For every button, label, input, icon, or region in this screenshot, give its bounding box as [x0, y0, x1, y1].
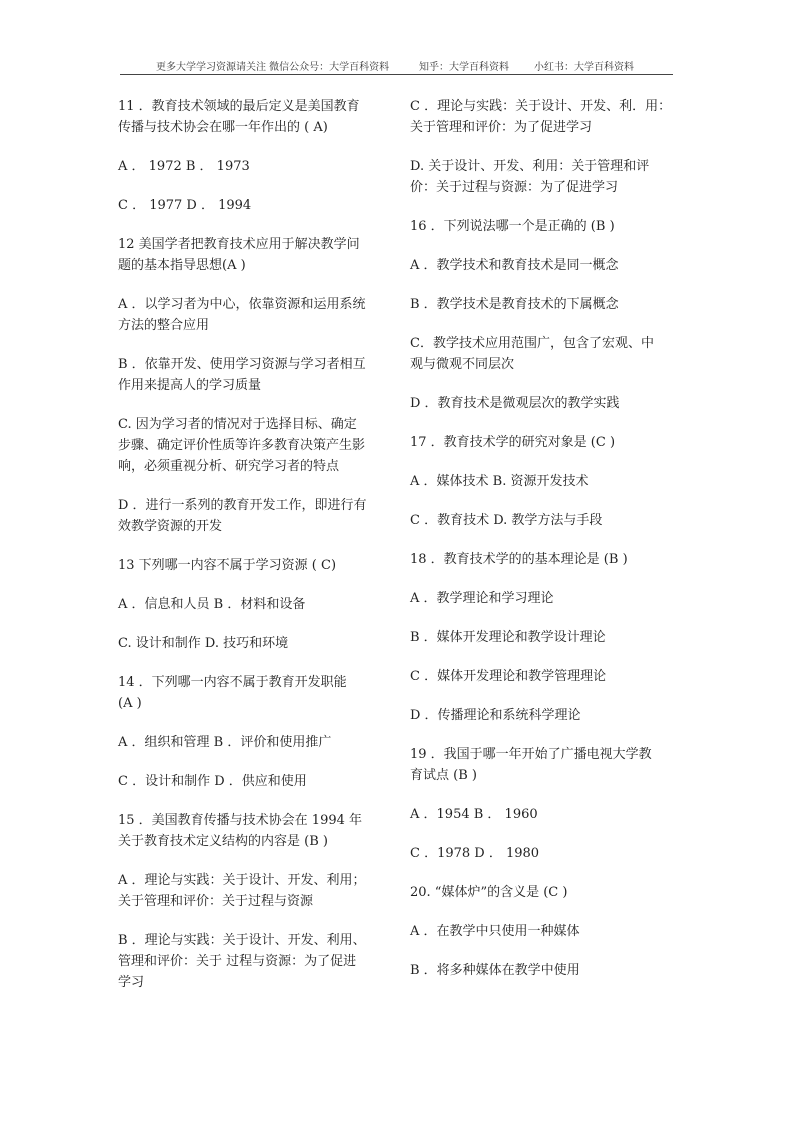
q20-option-a: A ．在教学中只使用一种媒体: [410, 924, 580, 939]
q12-option-d: D ．进行一系列的教育开发工作，即进行有 效教学资源的开发: [118, 498, 367, 534]
q12-option-b: B ．依靠开发、使用学习资源与学习者相互 作用来提高人的学习质量: [118, 357, 366, 393]
q19-options-cd: C ．1978 D ． 1980: [410, 846, 540, 861]
q15-option-b: B ．理论与实践：关于设计、开发、利用、 管理和评价：关于 过程与资源：为了促进 学习: [118, 933, 366, 990]
q13-options-cd: C. 设计和制作 D. 技巧和环境: [118, 636, 289, 651]
q15-option-a: A ．理论与实践：关于设计、开发、利用； 关于管理和评价：关于过程与资源: [118, 873, 366, 909]
q17-options-ab: A ．媒体技术 B. 资源开发技术: [410, 474, 589, 489]
q17-options-cd: C ．教育技术 D. 教学方法与手段: [410, 513, 603, 528]
q18-option-d: D ．传播理论和系统科学理论: [410, 708, 581, 723]
question-16: 16 ．下列说法哪一个是正确的 (B ): [410, 219, 615, 234]
q16-option-a: A ．教学技术和教育技术是同一概念: [410, 258, 619, 273]
q15-option-c: C ．理论与实践：关于设计、开发、利．用： 关于管理和评价：为了促进学习: [410, 99, 672, 135]
q12-option-a: A ．以学习者为中心，依靠资源和运用系统 方法的整合应用: [118, 297, 366, 333]
question-15: 15 ．美国教育传播与技术协会在 1994 年 关于教育技术定义结构的内容是 (B ): [118, 813, 363, 849]
left-column: [118, 96, 382, 993]
header-zhihu-text: 知乎：大学百科资料: [419, 62, 509, 73]
header-wechat-text: 更多大学学习资源请关注 微信公众号：大学百科资料: [156, 62, 390, 73]
q14-options-ab: A ．组织和管理 B ．评价和使用推广: [118, 735, 332, 750]
question-19: 19 ．我国于哪一年开始了广播电视大学教 育试点 (B ): [410, 747, 652, 783]
q16-option-d: D ．教育技术是微观层次的教学实践: [410, 396, 620, 411]
question-14: 14 ．下列哪一内容不属于教育开发职能 (A ): [118, 675, 347, 711]
question-13: 13 下列哪一内容不属于学习资源 ( C): [118, 558, 337, 573]
q16-option-b: B ．教学技术是教育技术的下属概念: [410, 297, 619, 312]
q14-options-cd: C ．设计和制作 D ．供应和使用: [118, 774, 307, 789]
page-header: [120, 58, 673, 75]
q18-option-a: A ．教学理论和学习理论: [410, 591, 554, 606]
question-11: 11 ．教育技术领域的最后定义是美国教育 传播与技术协会在哪一年作出的 ( A): [118, 99, 360, 135]
q11-options-ab: A ． 1972 B ． 1973: [118, 159, 250, 174]
right-column: [410, 96, 674, 981]
q16-option-c: C．教学技术应用范围广，包含了宏观、中 观与微观不同层次: [410, 336, 654, 372]
question-18: 18 ．教育技术学的的基本理论是 (B ): [410, 552, 628, 567]
q20-option-b: B ．将多种媒体在教学中使用: [410, 963, 580, 978]
q18-option-c: C ．媒体开发理论和教学管理理论: [410, 669, 607, 684]
question-20: 20. “媒体炉”的含义是 (C ): [410, 885, 568, 900]
q11-options-cd: C ． 1977 D ． 1994: [118, 198, 252, 213]
header-xiaohongshu-text: 小红书：大学百科资料: [534, 62, 634, 73]
q18-option-b: B ．媒体开发理论和教学设计理论: [410, 630, 606, 645]
q12-option-c: C. 因为学习者的情况对于选择目标、确定 步骤、确定评价性质等许多教育决策产生影 响，必须重视分析、研究学习者的特点: [118, 417, 366, 474]
q13-options-ab: A ．信息和人员 B ．材料和设备: [118, 597, 306, 612]
q15-option-d: D. 关于设计、开发、利用：关于管理和评 价：关于过程与资源：为了促进学习: [410, 159, 650, 195]
question-12: 12 美国学者把教育技术应用于解决教学问 题的基本指导思想(A ): [118, 237, 360, 273]
q19-options-ab: A ．1954 B ． 1960: [410, 807, 538, 822]
question-17: 17 ．教育技术学的研究对象是 (C ): [410, 435, 616, 450]
